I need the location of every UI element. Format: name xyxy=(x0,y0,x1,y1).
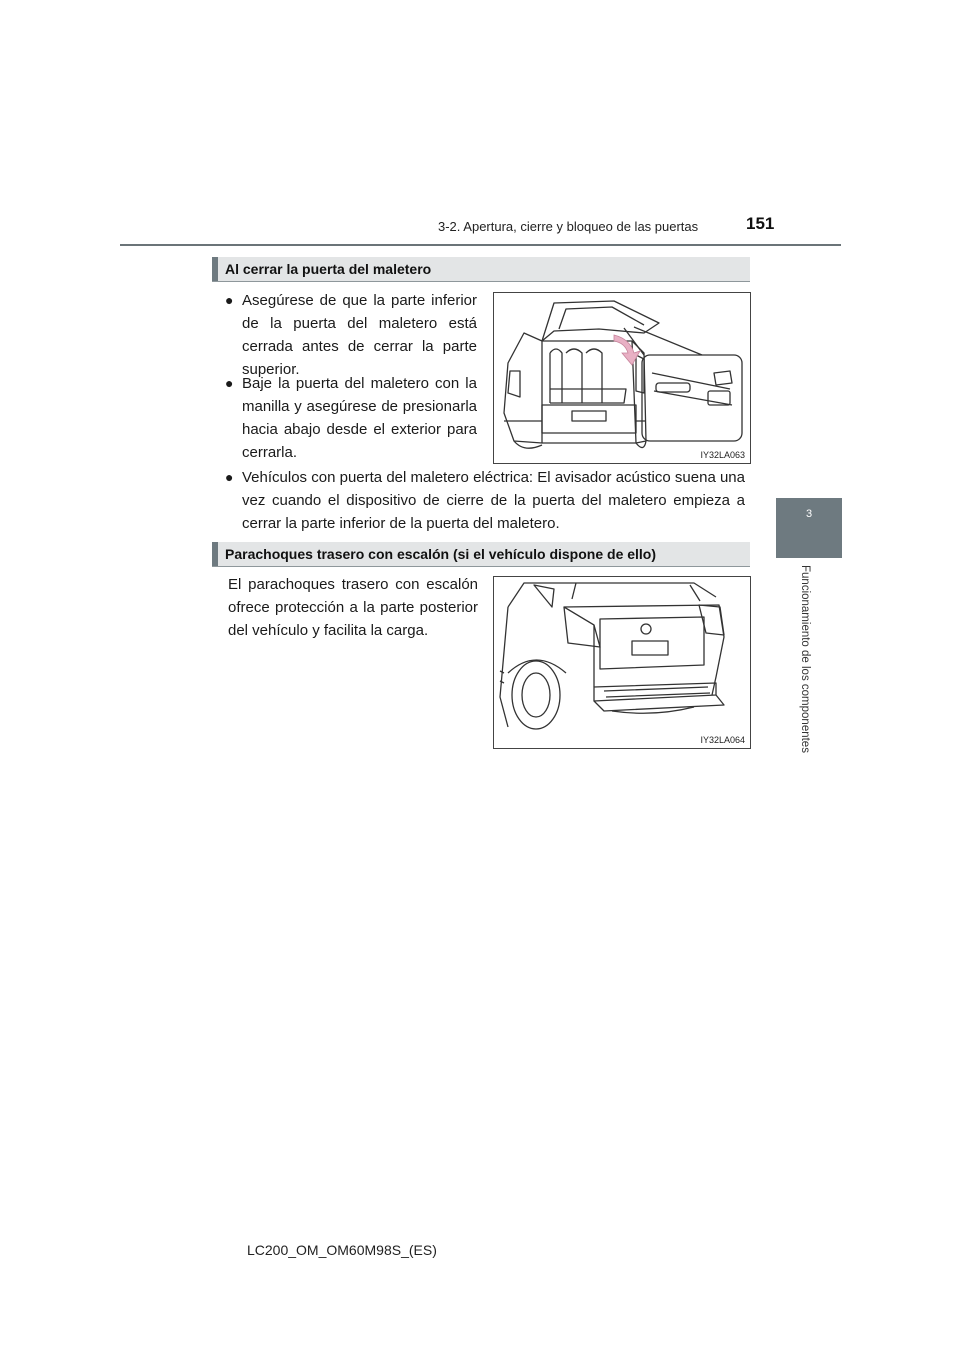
paragraph-rear-bumper: El parachoques trasero con escalón ofrece protección a la parte posterior del vehículo y facilita la carga. xyxy=(228,576,478,639)
figure-tailgate-closing xyxy=(493,292,751,464)
header-rule xyxy=(120,244,841,246)
bullet-dot: ● xyxy=(225,375,234,391)
running-header: 3-2. Apertura, cierre y bloqueo de las puertas xyxy=(438,219,699,234)
bullet-text: Vehículos con puerta del maletero eléctrica: El avisador acústico suena una vez cuando el dispositivo de cierre de la puerta del maletero empieza a cerrar la parte inferior de la puerta del maletero. xyxy=(242,469,745,532)
chapter-number: 3 xyxy=(805,508,813,520)
figure-code: IY32LA064 xyxy=(700,735,745,745)
page-number: 151 xyxy=(746,214,775,233)
figure-code: IY32LA063 xyxy=(700,450,745,460)
section-heading-rear-bumper-step: Parachoques trasero con escalón (si el vehículo dispone de ello) xyxy=(212,542,750,567)
bullet-text: Baje la puerta del maletero con la manilla y asegúrese de presionarla hacia abajo desde el exterior para cerrarla. xyxy=(242,375,477,461)
bullet-dot: ● xyxy=(225,292,234,308)
document-code: LC200_OM_OM60M98S_(ES) xyxy=(247,1242,437,1258)
rear-bumper-illustration xyxy=(494,577,750,748)
chapter-tab xyxy=(776,498,842,558)
figure-rear-bumper-step xyxy=(493,576,751,749)
bullet-text: Asegúrese de que la parte inferior de la puerta del maletero está cerrada antes de cerrar la parte superior. xyxy=(242,292,477,378)
chapter-title: Funcionamiento de los componentes xyxy=(799,565,811,753)
bullet-item xyxy=(225,466,745,535)
section-heading-closing-tailgate: Al cerrar la puerta del maletero xyxy=(212,257,750,282)
bullet-dot: ● xyxy=(225,469,234,485)
bullet-item xyxy=(225,289,477,381)
tailgate-illustration xyxy=(494,293,750,463)
bullet-item xyxy=(225,372,477,464)
